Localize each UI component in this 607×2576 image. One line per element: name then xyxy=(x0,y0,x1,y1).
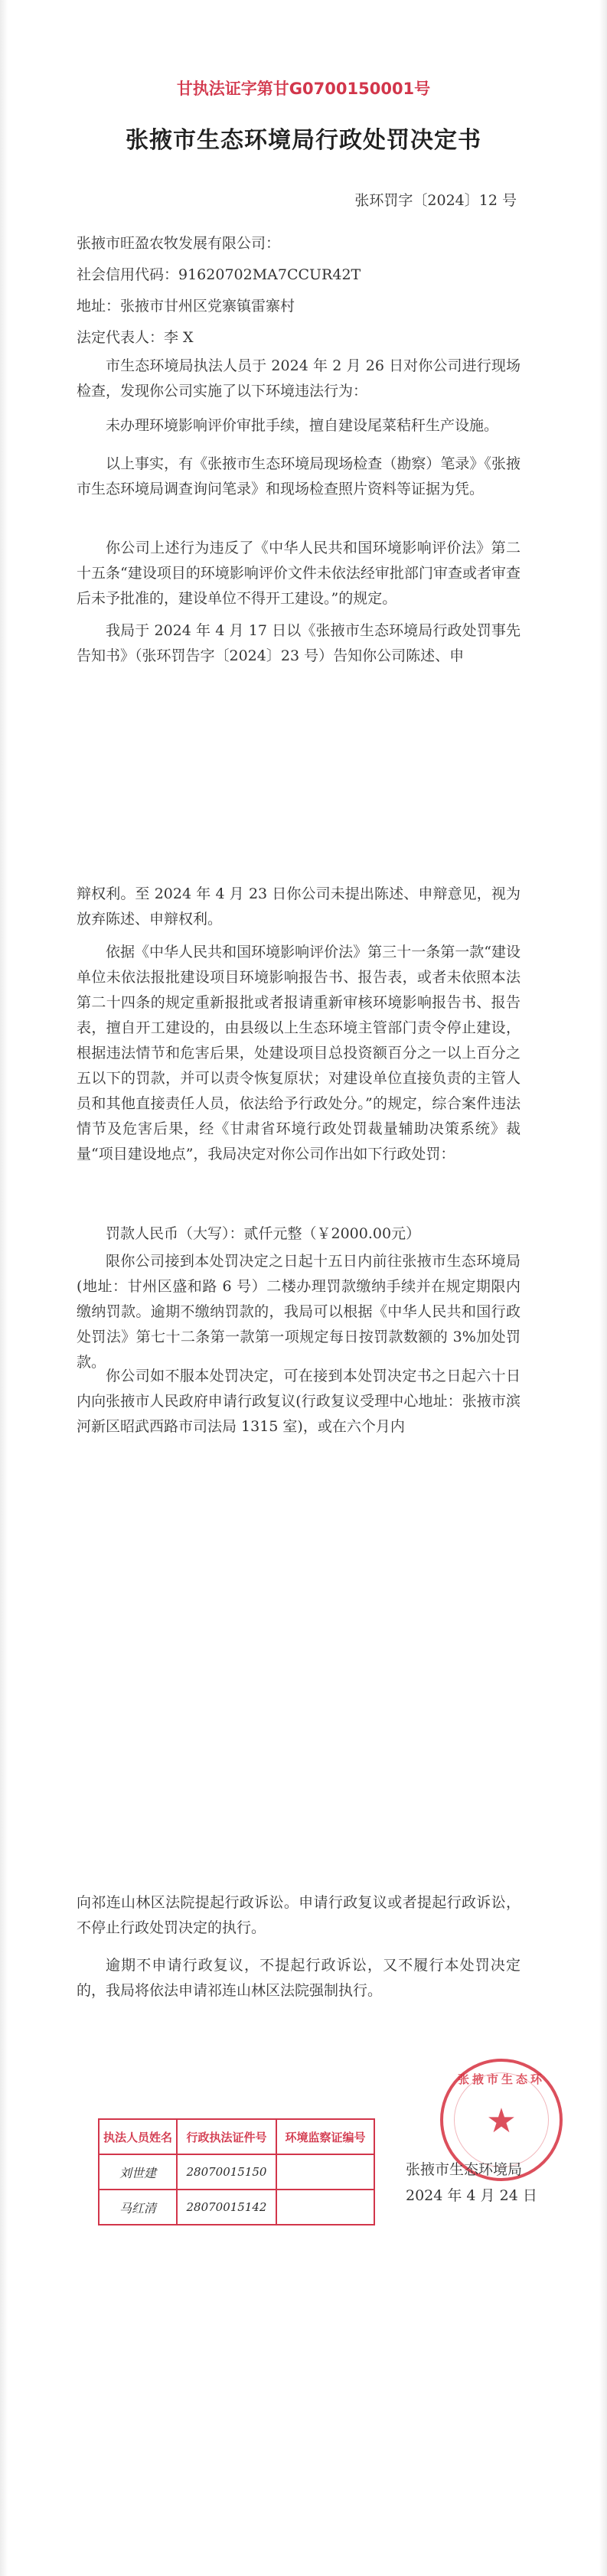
party-legal-rep: 法定代表人：李 X xyxy=(77,329,194,346)
signing-organization: 张掖市生态环境局 xyxy=(406,2161,523,2178)
paragraph-appeal-part1: 你公司如不服本处罚决定，可在接到本处罚决定书之日起六十日内向张掖市人民政府申请行政复议(行政复议受理中心地址：张掖市滨河新区昭武西路市司法局 1315 室)，或在六个月内 xyxy=(77,1368,521,1435)
officer-inspect-1 xyxy=(276,2154,374,2190)
officer-table-header xyxy=(99,2119,374,2154)
header-inspection-cert-no: 环境监察证编号 xyxy=(276,2119,374,2154)
officer-table xyxy=(98,2118,375,2225)
paragraph-legal-basis: 你公司上述行为违反了《中华人民共和国环境影响评价法》第二十五条“建设项目的环境影响评价文件未依法经审批部门审查或者审查后未予批准的，建设单位不得开工建设。”的规定。 xyxy=(77,540,521,607)
paragraph-notice-part2: 辩权利。至 2024 年 4 月 23 日你公司未提出陈述、申辩意见，视为放弃陈述、申辩权利。 xyxy=(77,885,521,928)
document-title: 张掖市生态环境局行政处罚决定书 xyxy=(126,127,481,154)
header-enforcement-cert-no: 行政执法证件号 xyxy=(177,2119,276,2154)
table-row xyxy=(99,2154,374,2190)
seal-text: 张掖市生态环 xyxy=(457,2072,545,2086)
signing-date: 2024 年 4 月 24 日 xyxy=(406,2187,537,2204)
paragraph-violation: 未办理环境影响评价审批手续，擅自建设尾菜秸秆生产设施。 xyxy=(106,417,499,434)
paragraph-evidence: 以上事实，有《张掖市生态环境局现场检查（勘察）笔录》《张掖市生态环境局调查询问笔录》和现场检查照片资料等证据为凭。 xyxy=(77,455,521,497)
paragraph-inspection: 市生态环境局执法人员于 2024 年 2 月 26 日对你公司进行现场检查，发现你公司实施了以下环境违法行为： xyxy=(77,357,521,399)
page-edge-right xyxy=(599,0,607,2576)
party-address: 地址：张掖市甘州区党寨镇雷寨村 xyxy=(77,298,295,315)
seal-star-icon: ★ xyxy=(486,2102,517,2141)
paragraph-penalty-basis: 依据《中华人民共和国环境影响评价法》第三十一条第一款“建设单位未依法报批建设项目环境影响报告书、报告表，或者未依照本法第二十四条的规定重新报批或者报请重新审核环境影响报告书、报告表，擅自开工建设的，由县级以上生态环境主管部门责令停止建设，根据违法情节和危害后果，处建设项目总投资额百分之一以上百分之五以下的罚款，并可以责令恢复原状；对建设单位直接负责的主管人员和其他直接责任人员，依法给予行政处分。”的规定，综合案件违法情节及危害后果，经《甘肃省环境行政处罚裁量辅助决策系统》裁量“项目建设地点”，我局决定对你公司作出如下行政处罚： xyxy=(77,944,521,1162)
paragraph-notice-part1: 我局于 2024 年 4 月 17 日以《张掖市生态环境局行政处罚事先告知书》（张环罚告字〔2024〕23 号）告知你公司陈述、申 xyxy=(77,622,521,664)
paragraph-appeal-part2: 向祁连山林区法院提起行政诉讼。申请行政复议或者提起行政诉讼，不停止行政处罚决定的执行。 xyxy=(77,1894,521,1936)
officer-name-1: 刘世建 xyxy=(99,2154,177,2190)
officer-inspect-2 xyxy=(276,2190,374,2225)
document-number: 张环罚字〔2024〕12 号 xyxy=(354,192,517,209)
table-row xyxy=(99,2190,374,2225)
paragraph-enforcement: 逾期不申请行政复议，不提起行政诉讼，又不履行本处罚决定的，我局将依法申请祁连山林区法院强制执行。 xyxy=(77,1957,521,1999)
officer-cert-2: 28070015142 xyxy=(177,2190,276,2225)
paragraph-fine-amount: 罚款人民币（大写）：贰仟元整（￥2000.00元） xyxy=(106,1225,421,1242)
paragraph-payment-deadline: 限你公司接到本处罚决定之日起十五日内前往张掖市生态环境局(地址：甘州区盛和路 6 号）二楼办理罚款缴纳手续并在规定期限内缴纳罚款。逾期不缴纳罚款的，我局可以根据《中华人民共和国行政处罚法》第七十二条第一款第一项规定每日按罚款数额的 3%加处罚款。 xyxy=(77,1253,521,1371)
header-officer-name: 执法人员姓名 xyxy=(99,2119,177,2154)
party-credit-code: 社会信用代码：91620702MA7CCUR42T xyxy=(77,266,361,283)
certificate-number: 甘执法证字第甘G0700150001号 xyxy=(176,80,431,98)
officer-name-2: 马红清 xyxy=(99,2190,177,2225)
party-name: 张掖市旺盈农牧发展有限公司： xyxy=(77,235,281,252)
officer-cert-1: 28070015150 xyxy=(177,2154,276,2190)
page-edge-left xyxy=(0,0,8,2576)
